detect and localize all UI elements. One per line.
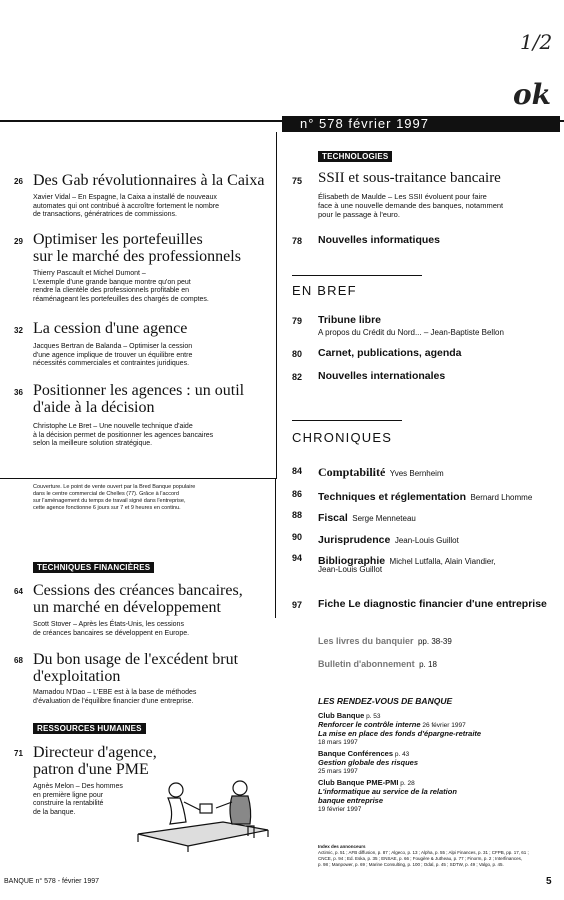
chronique-author-cont: Jean-Louis Guillot xyxy=(318,565,383,574)
chronique-row[interactable]: Techniques et réglementation Bernard Lhomme xyxy=(318,491,533,503)
article-page: 80 xyxy=(292,349,303,359)
chroniques-heading: CHRONIQUES xyxy=(292,430,393,445)
chronique-row[interactable]: Fiscal Serge Menneteau xyxy=(318,512,416,524)
chroniques-rule xyxy=(292,420,402,421)
article-title[interactable]: La cession d'une agence xyxy=(33,320,188,337)
article-title[interactable]: Cessions des créances bancaires, un marché en développement xyxy=(33,582,243,616)
cartoon-illustration xyxy=(128,772,270,854)
cover-note: Couverture. Le point de vente ouvert par la Bred Banque populaire dans le centre commercial de Chelles (77). Grâce à l'accord sur l'aménagement du temps de travail signé dans l'entreprise, cette agence fonctionne 6 jours sur 7 et 9 heures en continu. xyxy=(33,484,196,511)
article-title[interactable]: SSII et sous-traitance bancaire xyxy=(318,170,501,186)
article-page: 75 xyxy=(292,176,303,186)
en-bref-rule xyxy=(292,275,422,276)
article-title[interactable]: Tribune libre xyxy=(318,314,382,326)
article-page: 29 xyxy=(14,237,23,246)
article-desc: Xavier Vidal – En Espagne, la Caixa a installé de nouveaux automates qui ont contribué à accroître fortement le nombre de transactions, génératrices de commissions. xyxy=(33,194,219,218)
article-title[interactable]: Nouvelles informatiques xyxy=(318,234,440,246)
article-page: 71 xyxy=(14,749,23,758)
article-title[interactable]: Des Gab révolutionnaires à la Caixa xyxy=(33,172,265,189)
chronique-row[interactable]: Comptabilité Yves Bernheim xyxy=(318,465,444,479)
section-tag-technologies: TECHNOLOGIES xyxy=(318,151,392,162)
chronique-row[interactable]: Fiche Le diagnostic financier d'une entreprise xyxy=(318,598,547,610)
article-page: 26 xyxy=(14,177,23,186)
article-desc: Mamadou N'Dao – L'EBE est à la base de méthodes d'évaluation de l'équilibre financier d'une entreprise. xyxy=(33,689,197,705)
chronique-page: 84 xyxy=(292,466,303,476)
article-title[interactable]: Du bon usage de l'excédent brut d'exploitation xyxy=(33,651,239,685)
section-tag-techniques-financieres: TECHNIQUES FINANCIÈRES xyxy=(33,562,154,573)
chronique-row[interactable]: Jurisprudence Jean-Louis Guillot xyxy=(318,534,459,546)
footer-journal: BANQUE n° 578 - février 1997 xyxy=(4,878,100,885)
page-number: 5 xyxy=(546,876,552,887)
article-desc: Scott Stover – Après les États-Unis, les cessions de créances bancaires se développent en Europe. xyxy=(33,621,190,637)
article-title[interactable]: Optimiser les portefeuilles sur le marché des professionnels xyxy=(33,231,241,265)
chronique-page: 94 xyxy=(292,553,303,563)
article-desc: Élisabeth de Maulde – Les SSII évoluent pour faire face à une nouvelle demande des banques, notamment pour le passage à l'euro. xyxy=(318,192,504,219)
chronique-page: 90 xyxy=(292,532,303,542)
article-desc: Jacques Bertran de Balanda – Optimiser la cession d'une agence implique de trouver un équilibre entre nécessités commerciales et contraintes juridiques. xyxy=(33,343,193,367)
handwritten-ok: ok xyxy=(513,78,552,111)
article-title[interactable]: Directeur d'agence, patron d'une PME xyxy=(33,744,157,778)
article-sub: A propos du Crédit du Nord... – Jean-Baptiste Bellon xyxy=(318,328,504,337)
en-bref-heading: EN BREF xyxy=(292,283,357,298)
rdv-list: Club Banque p. 53 Renforcer le contrôle interne 26 février 1997 La mise en place des fonds d'épargne-retraite 18 mars 1997 Banque Conférences p. 43 Gestion globale des risques 25 mars 1997 Club Banque PME-PMI p. 28 L'informatique au service de la relation banque entreprise 19 février 1997 xyxy=(318,711,482,813)
article-page: 78 xyxy=(292,236,303,246)
chronique-page: 97 xyxy=(292,600,303,610)
article-page: 79 xyxy=(292,316,303,326)
advertiser-index: Index des annonceurs Actimic, p. 51 ; AFB diffusion, p. 87 ; Algeco, p. 13 ; Alpha, p. 55 ; Alpi Finances, p. 31 ; CFPB, pp. 17, 61 ; CNCE, p. 94 ; Ed. Eska, p. 35 ; ENSAE, p. 66 ; Fougère & Jutheau, p. 77 ; Finorm, p. 2 ; Interfinances, p. 98 ; Manpower, p. 69 ; Marine Consulting, p. 100 ; Odal, p. 45 ; SDTW, p. 49 ; Valgo, p. 45. xyxy=(318,844,529,867)
article-page: 64 xyxy=(14,587,23,596)
article-page: 32 xyxy=(14,326,23,335)
article-title[interactable]: Nouvelles internationales xyxy=(318,370,446,382)
bulletin-link[interactable]: Bulletin d'abonnement p. 18 xyxy=(318,659,437,669)
handwritten-fraction: 1/2 xyxy=(520,30,553,54)
chronique-row[interactable]: Bibliographie Michel Lutfalla, Alain Viandier, xyxy=(318,555,496,567)
article-page: 68 xyxy=(14,656,23,665)
article-page: 36 xyxy=(14,388,23,397)
article-page: 82 xyxy=(292,372,303,382)
article-desc: Thierry Pascault et Michel Dumont – L'exemple d'une grande banque montre qu'on peut rendre la clientèle des professionnels profitable en réaménageant les portefeuilles des chargés de comptes. xyxy=(33,270,209,303)
article-title[interactable]: Positionner les agences : un outil d'aide à la décision xyxy=(33,382,245,416)
section-tag-ressources-humaines: RESSOURCES HUMAINES xyxy=(33,723,146,734)
chronique-page: 86 xyxy=(292,489,303,499)
article-desc: Christophe Le Bret – Une nouvelle technique d'aide à la décision permet de positionner les agences bancaires selon la meilleure solution stratégique. xyxy=(33,423,214,447)
livres-link[interactable]: Les livres du banquier pp. 38-39 xyxy=(318,636,452,646)
rdv-title: LES RENDEZ-VOUS DE BANQUE xyxy=(318,696,453,706)
column-divider xyxy=(275,478,276,618)
article-title[interactable]: Carnet, publications, agenda xyxy=(318,347,462,359)
issue-header: n° 578 février 1997 xyxy=(282,116,560,132)
article-desc: Agnès Melon – Des hommes en première ligne pour construire la rentabilité de la banque. xyxy=(33,783,123,816)
chronique-page: 88 xyxy=(292,510,303,520)
